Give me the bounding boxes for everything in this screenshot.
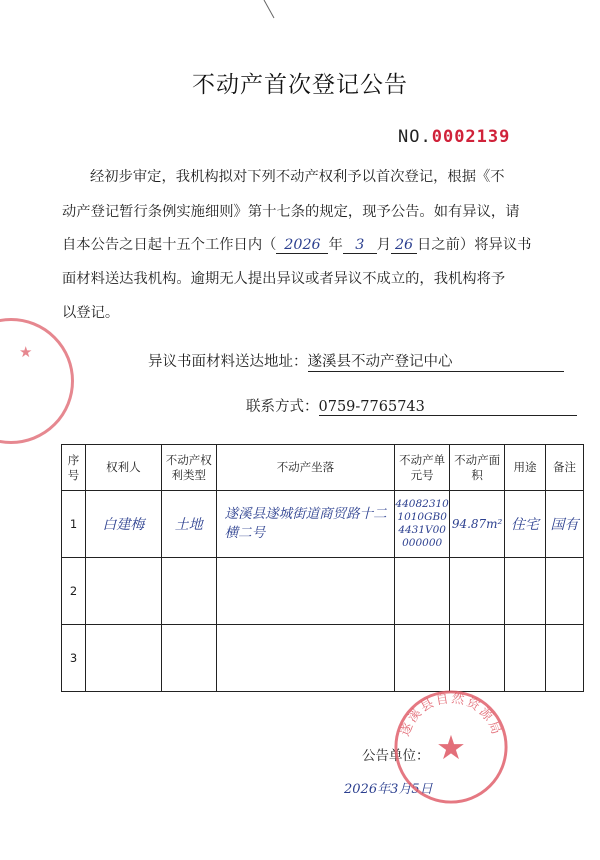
table-row (62, 625, 584, 692)
serial-prefix: NO. (398, 127, 432, 147)
header-remark: 备注 (546, 445, 584, 491)
seal-star-icon: ★ (436, 727, 466, 767)
row-owner: 白建梅 (85, 491, 161, 558)
header-unit-no: 不动产单元号 (395, 445, 450, 491)
serial-value: 0002139 (431, 127, 511, 147)
issuer-label: 公告单位： (362, 748, 430, 764)
row-location (216, 625, 395, 692)
serial-number (398, 127, 510, 147)
deadline-prefix: 自本公告之日起十五个工作日内（ (62, 237, 277, 253)
deadline-day: 26 (391, 237, 417, 254)
header-owner: 权利人 (85, 445, 161, 491)
row-no: 1 (62, 491, 86, 558)
deadline-month-unit: 月 (376, 237, 392, 253)
header-no: 序号 (62, 445, 86, 491)
deadline-suffix: 日之前）将异议书 (417, 237, 532, 253)
left-seal-glyph: ★ (19, 343, 33, 361)
row-no: 2 (62, 558, 86, 625)
deadline-month: 3 (343, 237, 377, 254)
header-use: 用途 (505, 445, 546, 491)
left-partial-seal (0, 318, 74, 444)
body-line-4: 面材料送达我机构。逾期无人提出异议或者异议不成立的，我机构将予 (62, 271, 506, 287)
body-line-2: 动产登记暂行条例实施细则》第十七条的规定，现予公告。如有异议，请 (62, 204, 520, 220)
row-unit-no: 440823101010GB04431V00000000 (395, 491, 450, 558)
header-area: 不动产面积 (450, 445, 505, 491)
contact-row (246, 395, 577, 416)
deadline-year: 2026 (276, 237, 328, 254)
row-remark (546, 558, 584, 625)
row-owner (85, 625, 161, 692)
official-seal (392, 688, 510, 806)
row-area (450, 625, 505, 692)
row-use (505, 625, 546, 692)
address-value: 遂溪县不动产登记中心 (308, 350, 564, 372)
deadline-year-unit: 年 (328, 237, 343, 253)
address-label: 异议书面材料送达地址： (148, 354, 308, 370)
registration-table (61, 444, 584, 692)
header-location: 不动产坐落 (216, 445, 395, 491)
row-no: 3 (62, 625, 86, 692)
issue-date: 2026年3月5日 (344, 782, 433, 797)
table-header-row (62, 445, 584, 491)
row-area (450, 558, 505, 625)
row-use: 住宅 (505, 491, 546, 558)
row-right-type (161, 558, 216, 625)
row-area: 94.87m² (450, 491, 505, 558)
row-remark: 国有 (546, 491, 584, 558)
table-row (62, 558, 584, 625)
header-right-type: 不动产权利类型 (161, 445, 216, 491)
address-row (148, 350, 564, 372)
body-line-1: 经初步审定，我机构拟对下列不动产权利予以首次登记，根据《不 (90, 169, 505, 185)
row-location (216, 558, 395, 625)
table-row (62, 491, 584, 558)
deadline-line (62, 234, 582, 254)
row-right-type: 土地 (161, 491, 216, 558)
row-remark (546, 625, 584, 692)
body-line-5: 以登记。 (62, 305, 120, 321)
row-right-type (161, 625, 216, 692)
corner-scan-mark (262, 0, 282, 20)
page-title: 不动产首次登记公告 (192, 72, 408, 98)
contact-label: 联系方式： (246, 399, 319, 415)
contact-value: 0759-7765743 (319, 399, 577, 416)
row-location: 遂溪县遂城街道商贸路十二横二号 (216, 491, 395, 558)
row-owner (85, 558, 161, 625)
row-unit-no (395, 625, 450, 692)
row-use (505, 558, 546, 625)
seal-text: 遂溪县自然资源局 (397, 691, 505, 739)
row-unit-no (395, 558, 450, 625)
